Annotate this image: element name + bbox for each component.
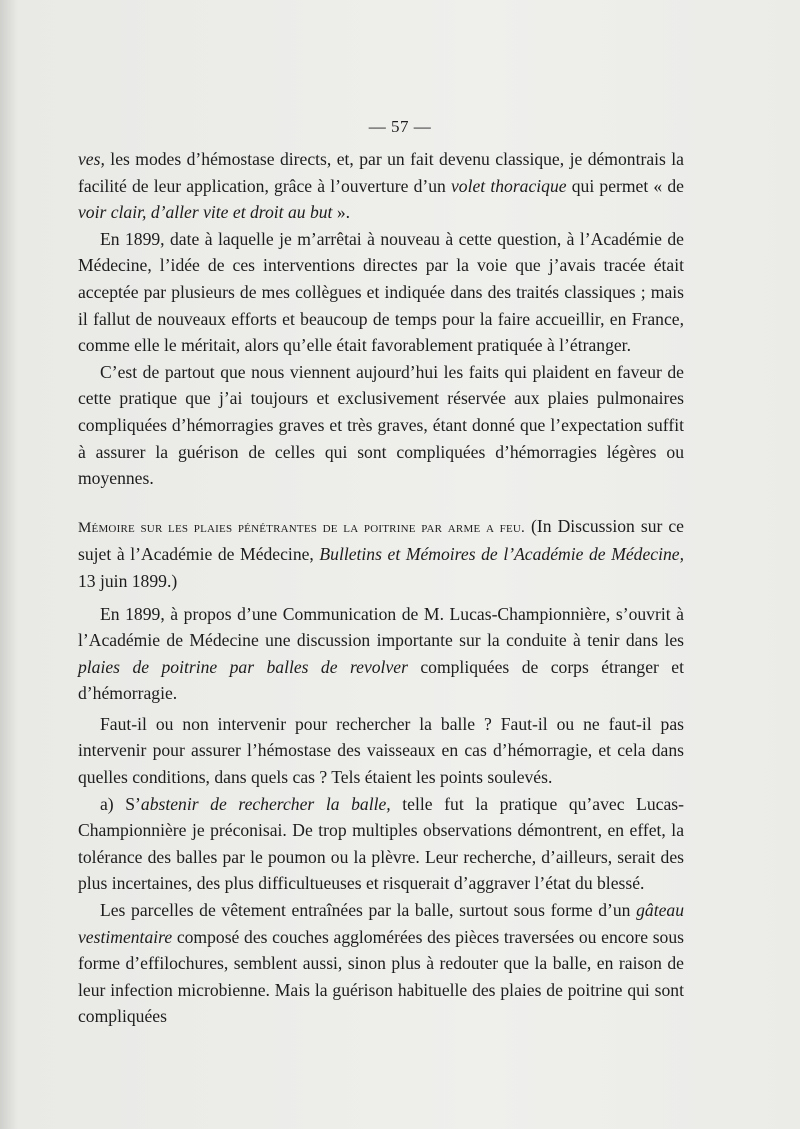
memoir-title: Mémoire sur les plaies pénétrantes de la poitrine par arme a feu. — [78, 519, 526, 536]
paragraph-communication — [78, 601, 684, 707]
text-fragment: Les parcelles de vêtement entraînées par la balle, surtout sous forme d’un — [100, 900, 637, 921]
paragraph-questions: Faut-il ou non intervenir pour rechercher la balle ? Faut-il ou ne faut-il pas intervenir pour assurer l’hémostase des vaisseaux en cas d’hémorragie, et cela dans quelles conditions, dans quels cas ? Tels étaient les points soulevés. — [78, 713, 684, 788]
italic-fragment: abstenir de rechercher la balle, — [140, 793, 391, 814]
text-fragment: qui permet « de — [566, 175, 684, 196]
paragraph-parcelles — [78, 897, 684, 1030]
italic-fragment: voir clair, d’aller vite et droit au but — [78, 202, 333, 223]
paragraph-abstenir — [78, 791, 684, 897]
italic-fragment: gâteau vestimentaire — [78, 900, 684, 947]
text-fragment: composé des couches agglomérées des pièces traversées ou encore sous forme d’effilochures, semblent aussi, sinon plus à redouter que la balle, en raison de leur infection microbienne. Mais la guérison habituelle des plaies de poitrine qui sont compliquées — [78, 926, 684, 1027]
text-fragment: telle fut la pratique qu’avec Lucas-Championnière je préconisai. De trop multiples observations démontrent, en effet, la tolérance des balles par le poumon ou la plèvre. Leur recherche, d’ailleurs, serait des plus incertaines, des plus difficultueuses et risquerait d’aggraver l’état du blessé. — [78, 793, 684, 894]
text-fragment: En 1899, à propos d’une Communication de M. Lucas-Championnière, s’ouvrit à l’Académie de Médecine une discussion importante sur la conduite à tenir dans les — [78, 603, 684, 651]
text-fragment: a) S’ — [100, 793, 141, 814]
italic-fragment: plaies de poitrine par balles de revolver — [78, 656, 408, 677]
italic-fragment: volet thoracique — [451, 175, 567, 196]
paragraph-continuation — [78, 146, 684, 226]
text-fragment: ». — [332, 202, 351, 223]
body-text — [78, 146, 684, 1030]
text-fragment: 13 juin 1899.) — [78, 570, 178, 591]
text-fragment: les modes d’hémostase directs, et, par un fait devenu classique, je démontrais la facilité de leur application, grâce à l’ouverture d’un — [78, 149, 684, 196]
page-number: — 57 — — [368, 117, 432, 136]
memoir-heading — [78, 513, 684, 595]
paragraph-partout: C’est de partout que nous viennent aujourd’hui les faits qui plaident en faveur de cette pratique que j’ai toujours et exclusivement réservée aux plaies pulmonaires compliquées d’hémorragies graves et très graves, étant donné que l’expectation suffit à assurer la guérison de celles qui sont compliquées d’hémorragies légères ou moyennes. — [78, 361, 684, 489]
italic-fragment: ves, — [78, 149, 105, 169]
text-fragment: compliquées de corps étranger et d’hémorragie. — [78, 656, 684, 704]
text-fragment: (In Discussion sur ce sujet à l’Académie de Médecine, — [78, 515, 684, 565]
italic-fragment: Bulletins et Mémoires de l’Académie de Médecine, — [319, 544, 684, 565]
paragraph-1899-academie: En 1899, date à laquelle je m’arrêtai à nouveau à cette question, à l’Académie de Médecine, l’idée de ces interventions directes par la voie que j’avais tracée était acceptée par plusieurs de mes collègues et indiquée dans des traités classiques ; mais il fallut de nouveaux efforts et beaucoup de temps pour la faire accueillir, en France, comme elle le méritait, alors qu’elle était favorablement pratiquée à l’étranger. — [78, 228, 684, 356]
